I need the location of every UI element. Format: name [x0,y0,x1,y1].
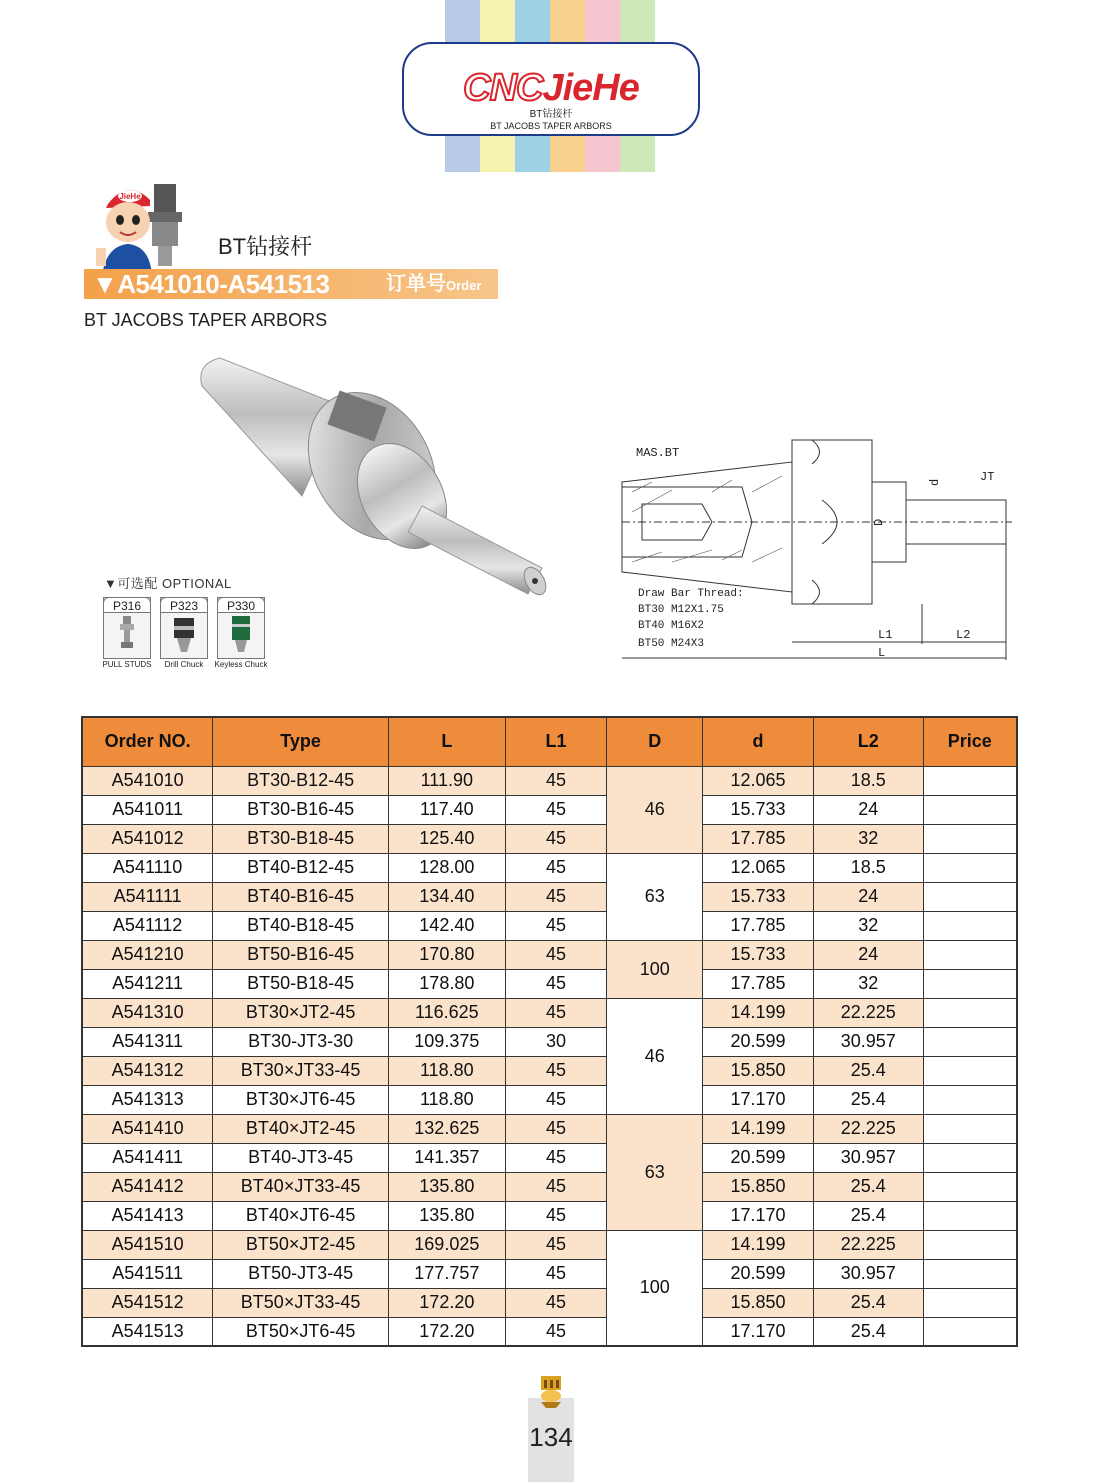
col-l: L [388,717,505,766]
table-row [82,1230,1017,1259]
cell-l1: 45 [505,1114,607,1143]
cell-order: A541011 [82,795,213,824]
cell-l2: 24 [813,795,923,824]
cell-type: BT40×JT6-45 [213,1201,389,1230]
cell-type: BT50-B18-45 [213,969,389,998]
col-l2: L2 [813,717,923,766]
cell-l2: 22.225 [813,1230,923,1259]
table-row [82,1201,1017,1230]
table-row [82,998,1017,1027]
cell-l1: 45 [505,998,607,1027]
cell-l1: 45 [505,1288,607,1317]
table-row [82,1114,1017,1143]
logo-wordmark [404,68,698,108]
cell-l1: 45 [505,969,607,998]
cell-d-small: 17.170 [703,1317,814,1346]
cell-l: 128.00 [388,853,505,882]
brand-logo [402,42,700,136]
cell-l2: 18.5 [813,853,923,882]
cell-price [923,1201,1017,1230]
cell-price [923,1056,1017,1085]
cell-d-group: 46 [607,766,703,853]
cell-d-small: 15.733 [703,882,814,911]
cell-price [923,998,1017,1027]
cell-l: 178.80 [388,969,505,998]
cell-l1: 45 [505,824,607,853]
cell-order: A541111 [82,882,213,911]
svg-text:d: d [928,478,942,486]
cell-d-small: 12.065 [703,853,814,882]
cell-l: 109.375 [388,1027,505,1056]
col-type: Type [213,717,389,766]
table-row [82,853,1017,882]
cell-l1: 30 [505,1027,607,1056]
cell-l2: 25.4 [813,1172,923,1201]
optional-code: P316 [103,597,151,613]
svg-text:BT30 M12X1.75: BT30 M12X1.75 [638,604,724,616]
cell-d-group: 63 [607,1114,703,1230]
optional-caption: Keyless Chuck [214,660,268,669]
col-l1: L1 [505,717,607,766]
col-d-big: D [607,717,703,766]
cell-price [923,1288,1017,1317]
svg-text:L: L [878,646,886,660]
cell-l1: 45 [505,1085,607,1114]
cell-d-group: 63 [607,853,703,940]
cell-l2: 25.4 [813,1288,923,1317]
cell-price [923,853,1017,882]
cell-price [923,1172,1017,1201]
cell-type: BT30-B12-45 [213,766,389,795]
cell-order: A541411 [82,1143,213,1172]
cell-price [923,911,1017,940]
col-d-small: d [703,717,814,766]
cell-l1: 45 [505,795,607,824]
cell-type: BT30×JT33-45 [213,1056,389,1085]
svg-text:JieHe: JieHe [119,192,141,201]
logo-subtitle-cn: BT钻接杆 [529,109,573,120]
cell-order: A541010 [82,766,213,795]
cell-d-small: 17.170 [703,1085,814,1114]
cell-type: BT50×JT33-45 [213,1288,389,1317]
order-range: ▼A541010-A541513 [92,269,330,299]
table-row [82,1143,1017,1172]
table-row [82,795,1017,824]
cell-d-group: 100 [607,1230,703,1346]
cell-d-small: 15.850 [703,1172,814,1201]
cell-l: 134.40 [388,882,505,911]
cell-l1: 45 [505,911,607,940]
cell-price [923,766,1017,795]
cell-type: BT40-JT3-45 [213,1143,389,1172]
cell-order: A541413 [82,1201,213,1230]
cell-l2: 25.4 [813,1317,923,1346]
cell-order: A541313 [82,1085,213,1114]
svg-text:JT: JT [980,470,995,484]
cell-d-small: 20.599 [703,1027,814,1056]
svg-text:Draw Bar Thread:: Draw Bar Thread: [638,588,744,600]
cell-l: 118.80 [388,1085,505,1114]
cell-d-small: 20.599 [703,1143,814,1172]
svg-text:BT40 M16X2: BT40 M16X2 [638,620,705,632]
cell-l2: 32 [813,824,923,853]
logo-subtitle-en: BT JACOBS TAPER ARBORS [490,121,612,131]
cell-price [923,1143,1017,1172]
svg-text:MAS.BT: MAS.BT [636,446,680,460]
optional-code: P330 [217,597,265,613]
table-row [82,969,1017,998]
table-row [82,1056,1017,1085]
cell-d-small: 20.599 [703,1259,814,1288]
cell-d-small: 17.785 [703,824,814,853]
cell-l2: 32 [813,969,923,998]
cell-type: BT40×JT33-45 [213,1172,389,1201]
cell-d-small: 15.850 [703,1288,814,1317]
cell-type: BT40-B12-45 [213,853,389,882]
svg-text:L1: L1 [878,628,893,642]
cell-d-small: 14.199 [703,1114,814,1143]
cell-d-small: 14.199 [703,1230,814,1259]
cell-l: 132.625 [388,1114,505,1143]
cell-d-small: 15.733 [703,795,814,824]
table-row [82,824,1017,853]
logo-brand: JieHe [542,67,639,109]
table-row [82,940,1017,969]
cell-l2: 32 [813,911,923,940]
table-header-row [82,717,1017,766]
table-row [82,1288,1017,1317]
mascot-small-icon [536,1374,566,1408]
cell-order: A541310 [82,998,213,1027]
cell-type: BT40-B18-45 [213,911,389,940]
product-title-en: BT JACOBS TAPER ARBORS [84,310,328,330]
cell-order: A541012 [82,824,213,853]
cell-l2: 22.225 [813,998,923,1027]
cell-d-small: 14.199 [703,998,814,1027]
cell-d-group: 100 [607,940,703,998]
table-row [82,882,1017,911]
cell-d-group: 46 [607,998,703,1114]
cell-price [923,1317,1017,1346]
optional-pull-stud [103,597,151,659]
cell-order: A541513 [82,1317,213,1346]
cell-type: BT40×JT2-45 [213,1114,389,1143]
cell-type: BT30×JT2-45 [213,998,389,1027]
cell-type: BT30-B16-45 [213,795,389,824]
cell-type: BT40-B16-45 [213,882,389,911]
table-row [82,766,1017,795]
order-label-cn: 订单号 [386,273,446,295]
cell-l: 172.20 [388,1288,505,1317]
page-number: 134 [529,1422,573,1452]
col-order: Order NO. [82,717,213,766]
cell-l: 141.357 [388,1143,505,1172]
pull-stud-icon [104,612,150,658]
cell-l1: 45 [505,1259,607,1288]
product-title-cn: BT钻接杆 [218,234,313,259]
cell-l1: 45 [505,1056,607,1085]
cell-l1: 45 [505,853,607,882]
cell-d-small: 17.170 [703,1201,814,1230]
cell-l1: 45 [505,882,607,911]
product-photo [182,346,554,606]
table-body [82,766,1017,1346]
table-row [82,1085,1017,1114]
cell-order: A541510 [82,1230,213,1259]
cell-l: 117.40 [388,795,505,824]
cell-l1: 45 [505,766,607,795]
optional-drill-chuck [160,597,208,659]
cell-l2: 30.957 [813,1027,923,1056]
cell-price [923,824,1017,853]
cell-l2: 30.957 [813,1143,923,1172]
table-row [82,1317,1017,1346]
cell-d-small: 15.733 [703,940,814,969]
cell-l: 177.757 [388,1259,505,1288]
cell-l: 111.90 [388,766,505,795]
keyless-chuck-icon [218,612,264,658]
cell-order: A541112 [82,911,213,940]
cell-type: BT30×JT6-45 [213,1085,389,1114]
svg-text:L2: L2 [956,628,971,642]
cell-l1: 45 [505,1230,607,1259]
cell-type: BT30-JT3-30 [213,1027,389,1056]
cell-order: A541210 [82,940,213,969]
cell-price [923,1085,1017,1114]
cell-type: BT50×JT6-45 [213,1317,389,1346]
cell-price [923,969,1017,998]
cell-d-small: 17.785 [703,969,814,998]
table-row [82,1027,1017,1056]
cell-l2: 30.957 [813,1259,923,1288]
order-label-en: Order NO. [386,278,482,321]
optional-code: P323 [160,597,208,613]
cell-l2: 24 [813,940,923,969]
cell-order: A541412 [82,1172,213,1201]
cell-type: BT50-B16-45 [213,940,389,969]
cell-price [923,882,1017,911]
cell-price [923,940,1017,969]
table-row [82,1259,1017,1288]
cell-order: A541312 [82,1056,213,1085]
cell-order: A541110 [82,853,213,882]
cell-l: 170.80 [388,940,505,969]
cell-l1: 45 [505,1143,607,1172]
cell-l: 116.625 [388,998,505,1027]
cell-l2: 25.4 [813,1056,923,1085]
optional-caption: Drill Chuck [164,660,204,669]
cell-price [923,1230,1017,1259]
cell-price [923,1259,1017,1288]
technical-drawing [612,432,1016,664]
svg-text:BT50 M24X3: BT50 M24X3 [638,638,705,650]
specs-table [81,716,1018,1347]
cell-d-small: 17.785 [703,911,814,940]
cell-l1: 45 [505,1317,607,1346]
mascot-illustration [92,176,202,276]
table-row [82,911,1017,940]
optional-title: ▼可选配 OPTIONAL [104,576,232,591]
order-label [386,271,498,327]
optional-keyless-chuck [217,597,265,659]
cell-order: A541512 [82,1288,213,1317]
cell-order: A541211 [82,969,213,998]
drill-chuck-icon [161,612,207,658]
cell-d-small: 12.065 [703,766,814,795]
cell-l: 118.80 [388,1056,505,1085]
cell-l: 125.40 [388,824,505,853]
optional-caption: PULL STUDS [102,660,152,669]
cell-order: A541410 [82,1114,213,1143]
cell-l2: 25.4 [813,1201,923,1230]
logo-cnc: CNC [463,67,543,109]
col-price: Price [923,717,1017,766]
cell-l: 169.025 [388,1230,505,1259]
cell-l1: 45 [505,1172,607,1201]
cell-price [923,795,1017,824]
cell-price [923,1027,1017,1056]
table-row [82,1172,1017,1201]
cell-d-small: 15.850 [703,1056,814,1085]
cell-l: 135.80 [388,1172,505,1201]
svg-text:D: D [872,518,886,526]
cell-l2: 24 [813,882,923,911]
cell-price [923,1114,1017,1143]
cell-order: A541311 [82,1027,213,1056]
cell-l: 172.20 [388,1317,505,1346]
cell-type: BT50-JT3-45 [213,1259,389,1288]
cell-l2: 25.4 [813,1085,923,1114]
cell-l: 142.40 [388,911,505,940]
cell-type: BT50×JT2-45 [213,1230,389,1259]
cell-l2: 18.5 [813,766,923,795]
cell-order: A541511 [82,1259,213,1288]
cell-l: 135.80 [388,1201,505,1230]
cell-l2: 22.225 [813,1114,923,1143]
cell-type: BT30-B18-45 [213,824,389,853]
cell-l1: 45 [505,1201,607,1230]
cell-l1: 45 [505,940,607,969]
